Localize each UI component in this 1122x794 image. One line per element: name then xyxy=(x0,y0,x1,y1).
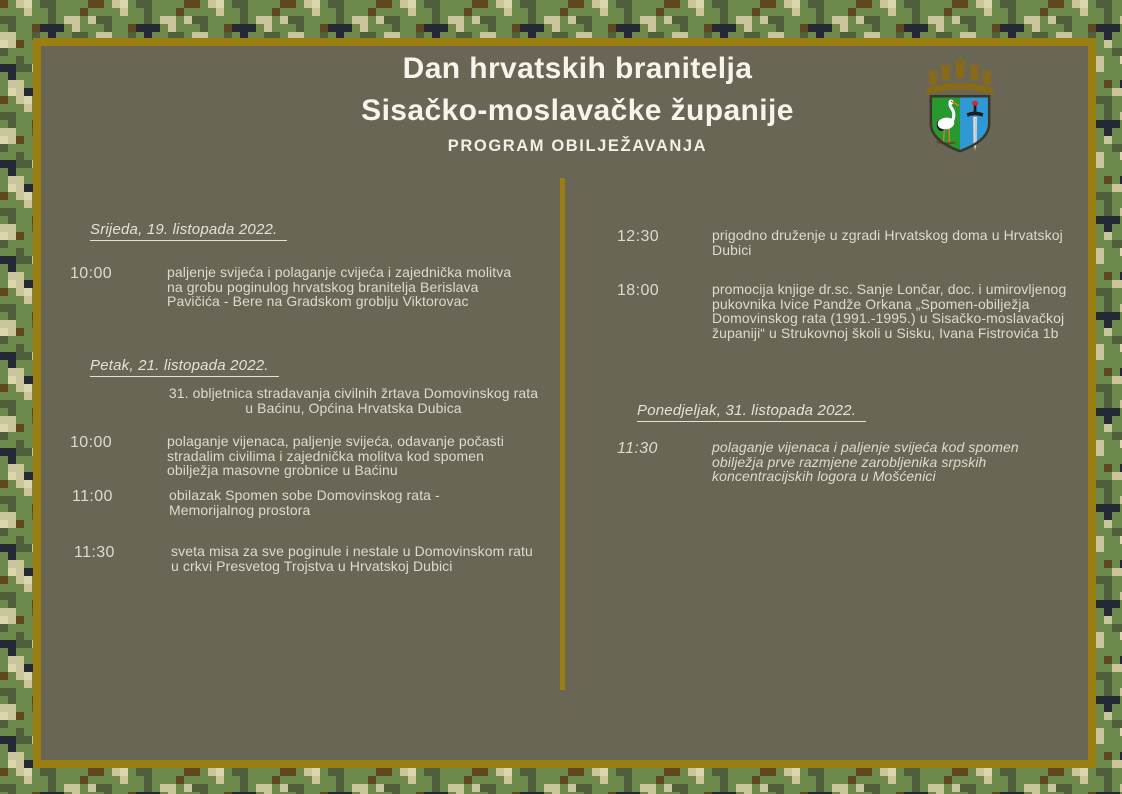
event-time: 10:00 xyxy=(70,265,113,282)
day-header-wednesday: Srijeda, 19. listopada 2022. xyxy=(90,221,287,241)
event-description: polaganje vijenaca i paljenje svijeća kod spomen obilježja prve razmjene zarobljenika srpskih koncentracijskih logora u Mošćenici xyxy=(712,439,1019,485)
day-header-monday: Ponedjeljak, 31. listopada 2022. xyxy=(637,402,866,422)
event-row xyxy=(617,440,1064,484)
column-divider xyxy=(560,178,565,690)
event-row xyxy=(72,488,521,517)
event-time: 12:30 xyxy=(617,228,660,245)
event-description: polaganje vijenaca, paljenje svijeća, odavanje počasti stradalim civilima i zajednička molitva kod spomen obilježja masovne grobnice u Baćinu xyxy=(167,433,504,479)
event-row xyxy=(617,282,1090,341)
event-description: prigodno druženje u zgradi Hrvatskog doma u Hrvatskoj Dubici xyxy=(712,227,1063,258)
event-row xyxy=(70,434,519,478)
event-row xyxy=(74,544,533,573)
page-title-line2: Sisačko-moslavačke županije xyxy=(361,94,794,127)
event-row xyxy=(70,265,512,309)
county-coat-of-arms-icon xyxy=(925,57,995,155)
mural-crown xyxy=(927,57,993,94)
event-time: 11:30 xyxy=(74,544,115,561)
day-header-friday: Petak, 21. listopada 2022. xyxy=(90,357,279,377)
event-description: promocija knjige dr.sc. Sanje Lončar, doc. i umirovljenog pukovnika Ivice Pandže Orkana „Spomen-obilježja Domovinskog rata (1991.-1995.) u Sisačko-moslavačkoj županiji“ u Strukovnoj školi u Sisku, Ivana Fistrovića 1b xyxy=(712,281,1067,342)
program-subtitle: PROGRAM OBILJEŽAVANJA xyxy=(447,137,708,155)
event-time: 11:00 xyxy=(72,488,113,505)
page-title-line1: Dan hrvatskih branitelja xyxy=(402,52,753,85)
anniversary-note: 31. obljetnica stradavanja civilnih žrtava Domovinskog rata u Baćinu, Općina Hrvatska Dubica xyxy=(168,385,539,416)
event-time: 18:00 xyxy=(617,282,660,299)
event-time: 10:00 xyxy=(70,434,113,451)
event-description: obilazak Spomen sobe Domovinskog rata - Memorijalnog prostora xyxy=(169,487,440,518)
event-time: 11:30 xyxy=(617,440,658,457)
event-row xyxy=(617,228,1084,257)
event-description: paljenje svijeća i polaganje cvijeća i zajednička molitva na grobu poginulog hrvatskog branitelja Berislava Pavičića - Bere na Gradskom groblju Viktorovac xyxy=(167,264,512,310)
event-description: sveta misa za sve poginule i nestale u Domovinskom ratu u crkvi Presvetog Trojstva u Hrvatskoj Dubici xyxy=(171,543,533,574)
